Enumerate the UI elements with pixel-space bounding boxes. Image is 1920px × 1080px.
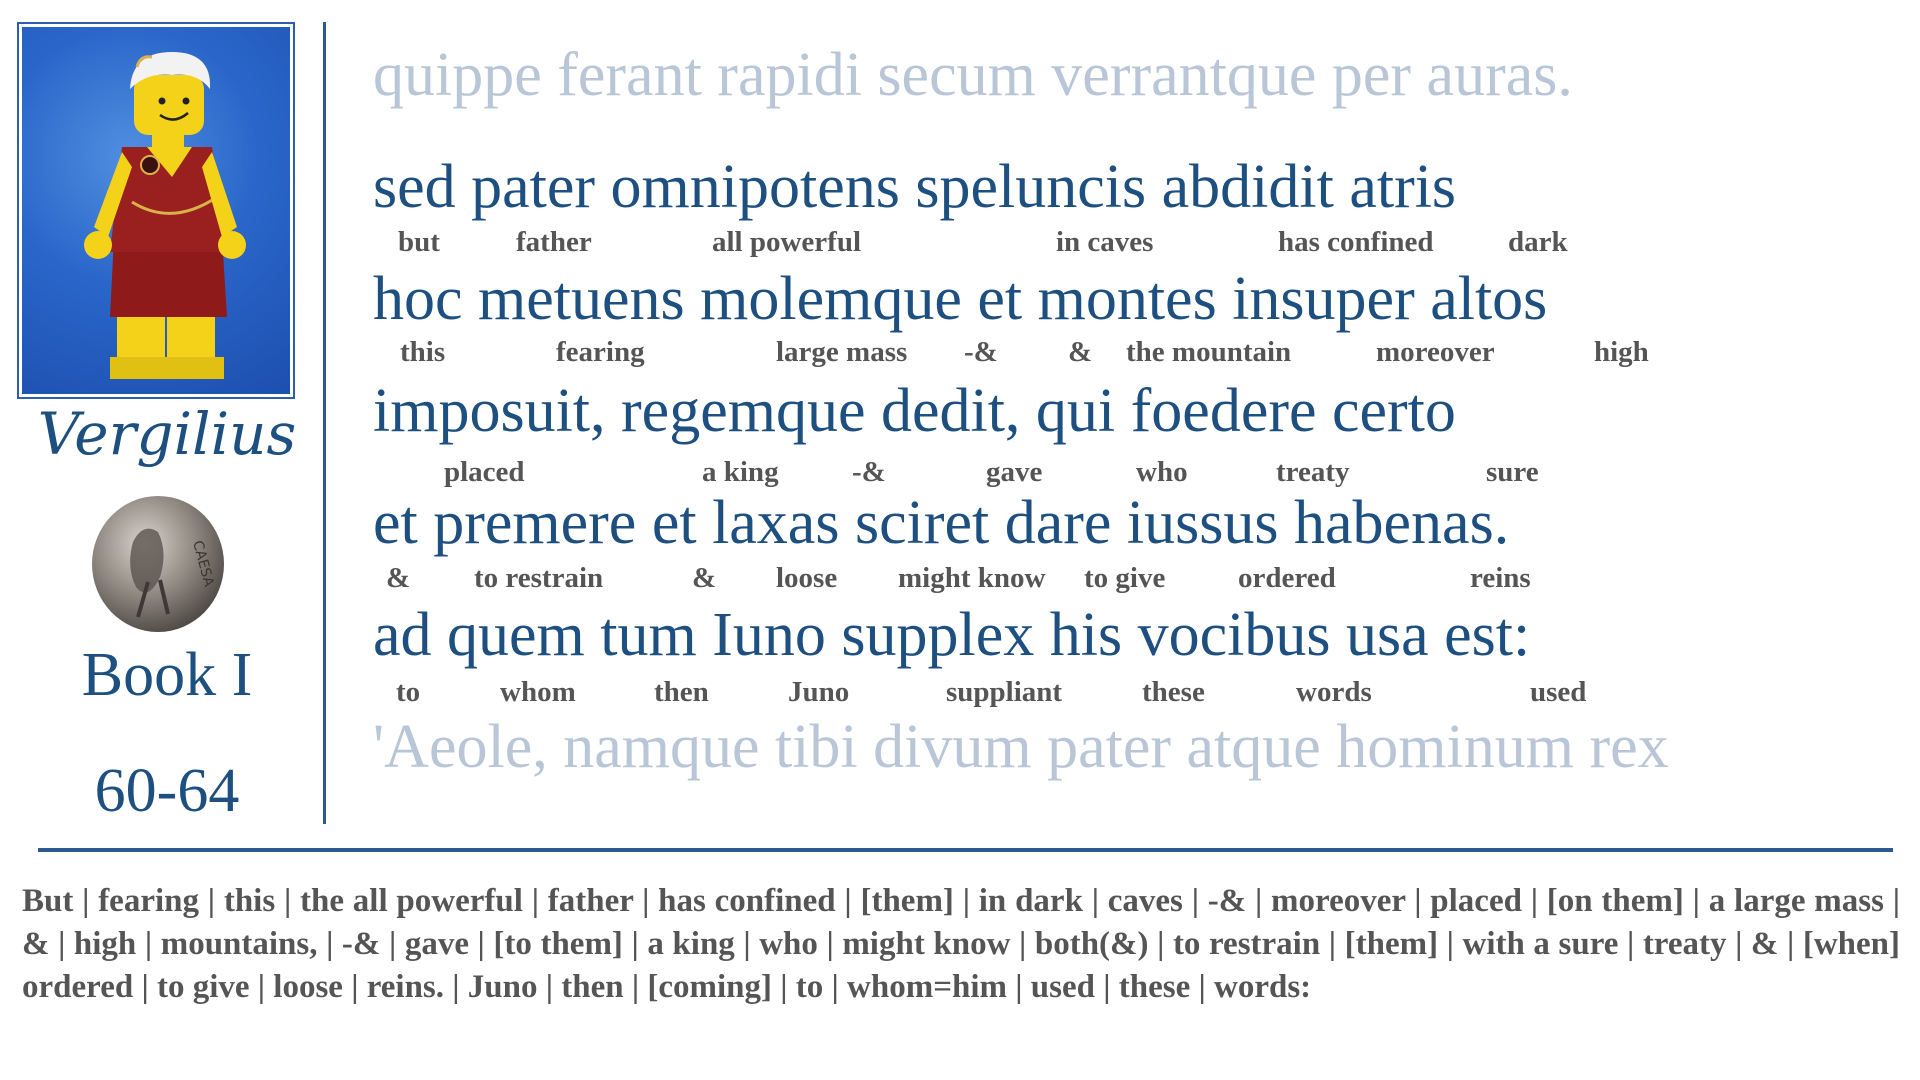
gloss-word: fearing xyxy=(556,336,645,368)
gloss-word: to xyxy=(396,676,421,708)
gloss-word: & xyxy=(1068,336,1093,368)
verse-line-next: 'Aeole, namque tibi divum pater atque hominum rex xyxy=(373,713,1669,781)
gloss-word: but xyxy=(398,226,440,258)
line-range: 60-64 xyxy=(94,757,240,825)
gloss-word: Juno xyxy=(788,676,850,708)
gloss-word: these xyxy=(1142,676,1205,708)
verse-line-prev: quippe ferant rapidi secum verrantque per auras. xyxy=(373,41,1573,109)
gloss-word: used xyxy=(1530,676,1587,708)
gloss-word: & xyxy=(692,562,717,594)
gloss-word: who xyxy=(1136,456,1188,488)
gloss-word: this xyxy=(400,336,446,368)
gloss-word: placed xyxy=(444,456,525,488)
author-name: Vergilius xyxy=(37,400,297,468)
gloss-word: & xyxy=(386,562,411,594)
gloss-word: -& xyxy=(852,456,886,488)
gloss-word: whom xyxy=(500,676,576,708)
gloss-word: to restrain xyxy=(474,562,604,594)
gloss-word: to give xyxy=(1084,562,1166,594)
gloss-word: all powerful xyxy=(712,226,862,258)
verse-line-5: ad quem tum Iuno supplex his vocibus usa est: xyxy=(373,601,1531,669)
gloss-word: large mass xyxy=(776,336,908,368)
horizontal-divider xyxy=(38,848,1893,852)
gloss-word: gave xyxy=(986,456,1043,488)
gloss-word: then xyxy=(654,676,709,708)
verse-line-4: et premere et laxas sciret dare iussus habenas. xyxy=(373,489,1510,557)
gloss-word: suppliant xyxy=(946,676,1063,708)
caesar-coin-icon xyxy=(88,492,228,632)
english-translation: But | fearing | this | the all powerful | father | has confined | [them] | in dark | caves | -& | moreover | placed | [on them] | a large mass | & | high | mountains, | -& | gave | [to them] | a king | who | might know | both(&) | to restrain | [them] | with a sure | treaty | & | [when] ordered | to give | loose | reins. | Juno | then | [coming] | to | whom=him | used | these | words: xyxy=(22,883,1900,1005)
gloss-word: dark xyxy=(1508,226,1568,258)
lego-figure-photo xyxy=(22,27,290,394)
gloss-word: in caves xyxy=(1056,226,1154,258)
verse-line-3: imposuit, regemque dedit, qui foedere certo xyxy=(373,377,1456,445)
book-label: Book I xyxy=(81,641,253,709)
gloss-word: reins xyxy=(1470,562,1531,594)
gloss-word: father xyxy=(516,226,592,258)
gloss-word: ordered xyxy=(1238,562,1336,594)
vertical-divider xyxy=(323,22,326,824)
gloss-word: has confined xyxy=(1278,226,1434,258)
gloss-word: a king xyxy=(702,456,779,488)
gloss-word: the mountain xyxy=(1126,336,1292,368)
gloss-word: treaty xyxy=(1276,456,1350,488)
lego-roman-figure-icon xyxy=(22,27,290,394)
verse-line-2: hoc metuens molemque et montes insuper altos xyxy=(373,265,1548,333)
gloss-word: -& xyxy=(964,336,998,368)
gloss-word: high xyxy=(1594,336,1649,368)
verse-line-1: sed pater omnipotens speluncis abdidit atris xyxy=(373,153,1457,221)
gloss-word: sure xyxy=(1486,456,1539,488)
svg-text:CAESA: CAESA xyxy=(189,538,217,589)
gloss-word: might know xyxy=(898,562,1046,594)
gloss-word: moreover xyxy=(1376,336,1495,368)
gloss-word: words xyxy=(1296,676,1372,708)
gloss-word: loose xyxy=(776,562,838,594)
